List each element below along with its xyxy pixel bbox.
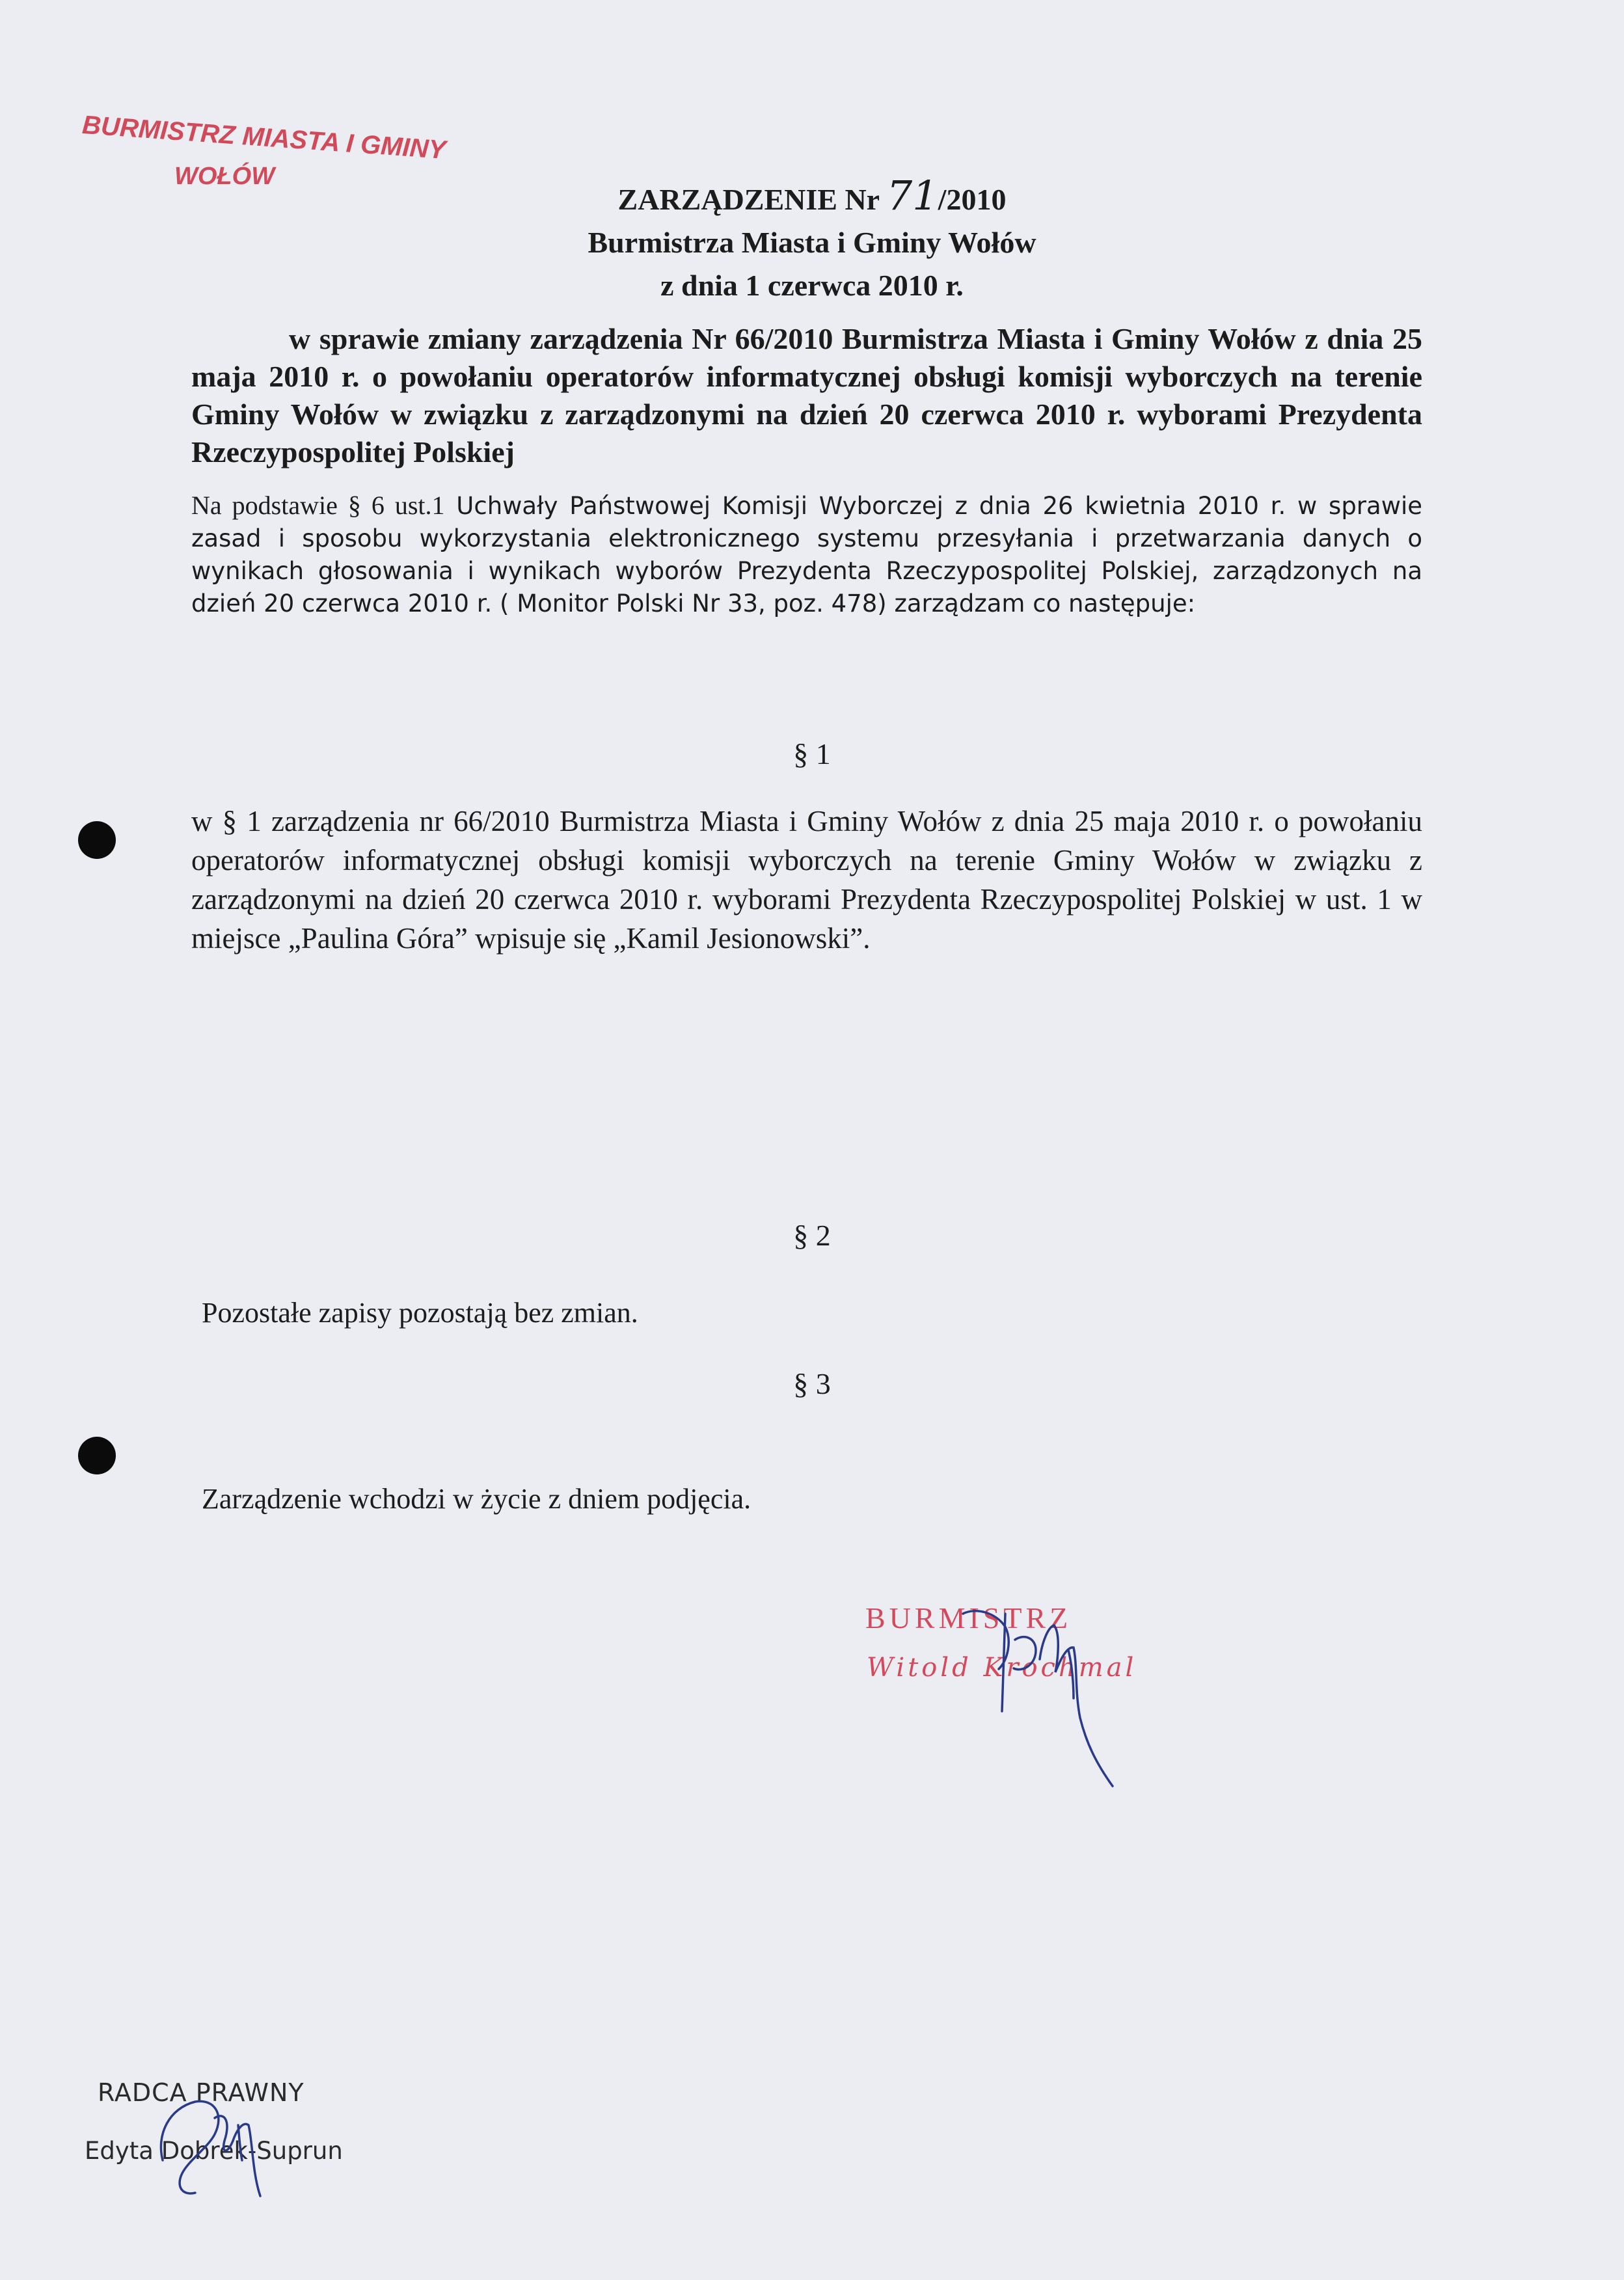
municipal-stamp-line2: WOŁÓW: [174, 163, 275, 190]
mayor-stamp-name: Witold Krochmal: [867, 1653, 1137, 1683]
punch-hole-icon: [78, 821, 116, 859]
punch-hole-icon: [78, 1437, 116, 1474]
section-3-heading: § 3: [793, 1367, 831, 1400]
legal-stamp-title: RADCA PRAWNY: [98, 2078, 304, 2107]
ordinance-title: ZARZĄDZENIE Nr 71/2010: [617, 172, 1007, 219]
section-1-text: w § 1 zarządzenia nr 66/2010 Burmistrza Miasta i Gminy Wołów z dnia 25 maja 2010 r. o powołaniu operatorów informatycznej obsługi komisji wyborczych na terenie Gminy Wołów w związku z zarządzonymi na dzień 20 czerwca 2010 r. wyborami Prezydenta Rzeczypospolitej Polskiej w ust. 1 w miejsce „Paulina Góra” wpisuje się „Kamil Jesionowski”.: [191, 805, 1422, 955]
document-header: [0, 174, 1624, 307]
legal-basis: Na podstawie § 6 ust.1 Uchwały Państwowej Komisji Wyborczej z dnia 26 kwietnia 2010 r. w sprawie zasad i sposobu wykorzystania elektronicznego systemu przesyłania i przetwarzania danych o wynikach głosowania i wynikach wyborów Prezydenta Rzeczypospolitej Polskiej, zarządzonych na dzień 20 czerwca 2010 r. ( Monitor Polski Nr 33, poz. 478) zarządzam co następuje:: [191, 491, 1422, 618]
handwritten-number: 71: [886, 172, 938, 219]
mayor-stamp-title: BURMISTRZ: [865, 1601, 1072, 1635]
section-2-text: Pozostałe zapisy pozostają bez zmian.: [202, 1297, 638, 1329]
mayor-signature-icon: [865, 1588, 1230, 1796]
legal-signature-icon: [85, 2063, 410, 2212]
ordinance-authority: Burmistrza Miasta i Gminy Wołów: [588, 226, 1036, 259]
ordinance-date: z dnia 1 czerwca 2010 r.: [660, 269, 964, 302]
legal-counsel-stamp: [85, 2063, 410, 2212]
section-3-text: Zarządzenie wchodzi w życie z dniem podjęcia.: [202, 1483, 751, 1515]
section-2-heading: § 2: [793, 1219, 831, 1252]
legal-stamp-name: Edyta Dobrek-Suprun: [85, 2137, 343, 2165]
ordinance-subject: w sprawie zmiany zarządzenia Nr 66/2010 Burmistrza Miasta i Gminy Wołów z dnia 25 maja 2010 r. o powołaniu operatorów informatycznej obsługi komisji wyborczych na terenie Gminy Wołów w związku z zarządzonymi na dzień 20 czerwca 2010 r. wyborami Prezydenta Rzeczypospolitej Polskiej: [191, 322, 1422, 468]
mayor-signature-stamp: [865, 1588, 1230, 1796]
section-1-heading: § 1: [793, 737, 831, 770]
municipal-stamp-line1: BURMISTRZ MIASTA I GMINY: [81, 111, 447, 165]
